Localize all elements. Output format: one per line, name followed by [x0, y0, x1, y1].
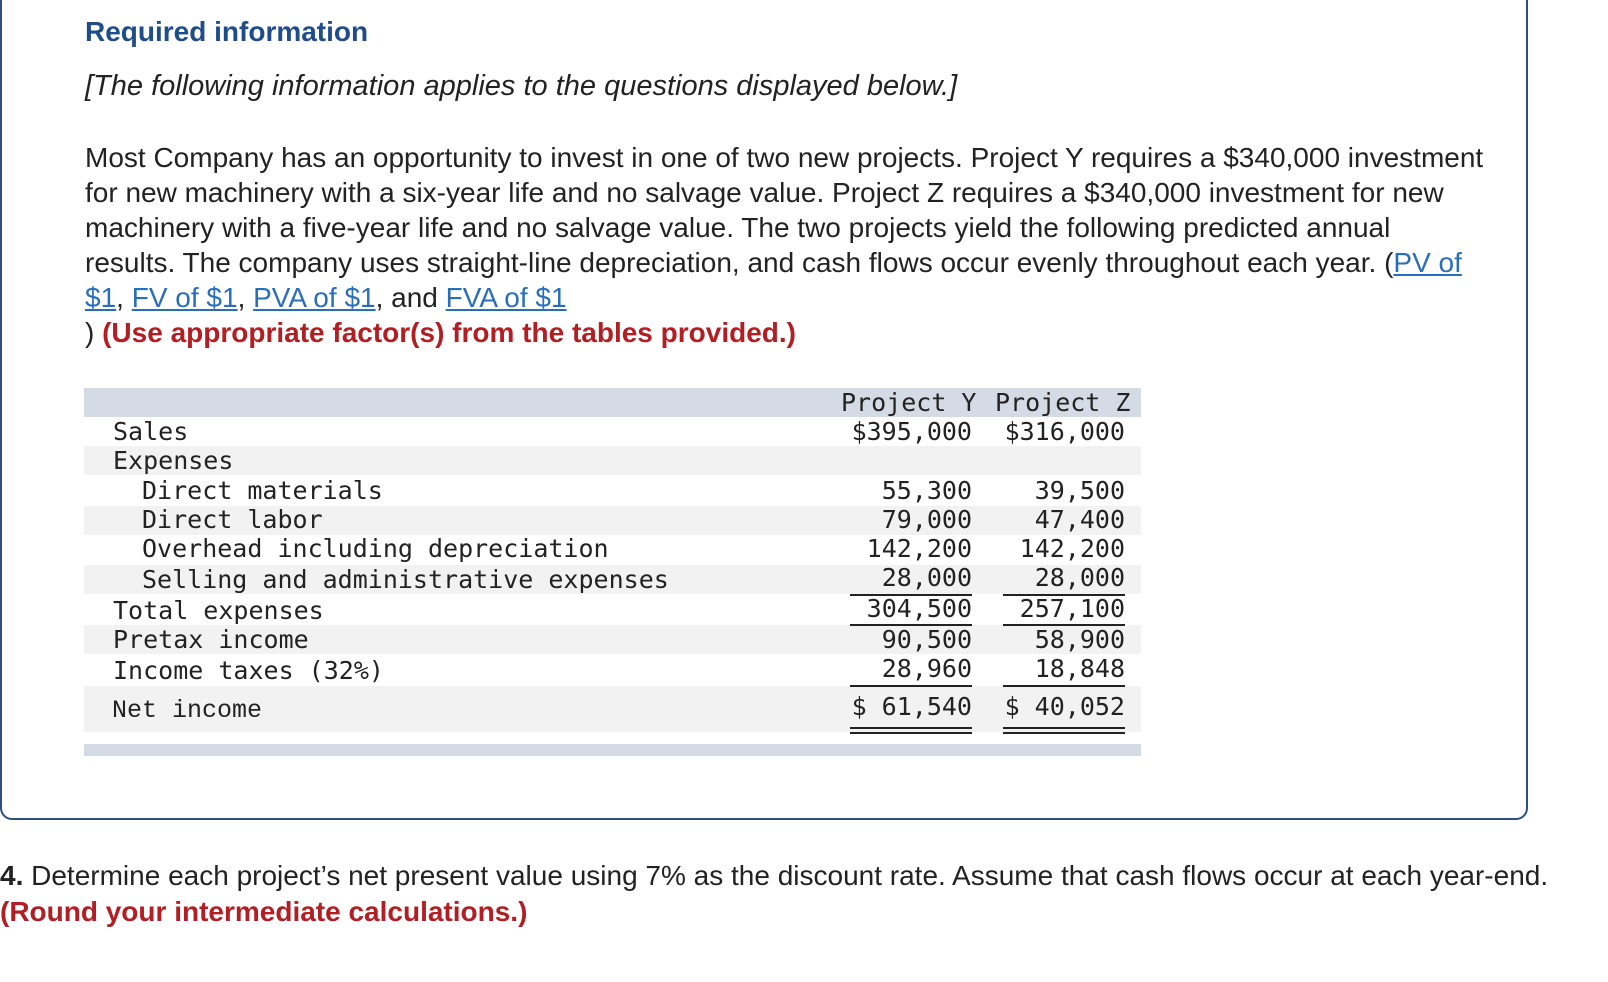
double-underline-z-2 [1003, 732, 1125, 734]
net-income-project-z: $ 40,052 [1004, 692, 1125, 721]
pretax-income-project-z: 58,900 [1034, 625, 1125, 654]
net-underline-y [850, 685, 972, 687]
required-information-title: Required information [85, 16, 369, 47]
row-label-selling-admin: Selling and administrative expenses [142, 565, 669, 594]
footer-band [84, 744, 1141, 756]
double-underline-z-1 [1003, 727, 1125, 729]
overhead-project-z: 142,200 [1019, 534, 1125, 563]
row-label-overhead: Overhead including depreciation [142, 534, 609, 563]
row-label-sales: Sales [113, 417, 189, 446]
question-text: Determine each project’s net present value using 7% as the discount rate. Assume that cash flows occur at each year-end. [23, 860, 1549, 891]
paragraph-text: Most Company has an opportunity to invest in one of two new projects. Project Y requires a $340,000 investment for new machinery with a six-year life and no salvage value. Project Z requires a $340,000 investment for new machinery with a five-year life and no salvage value. The two projects yield the following predicted annual results. The company uses straight-line depreciation, and cash flows occur evenly throughout each year. ( [85, 142, 1484, 278]
row-label-pretax-income: Pretax income [113, 625, 309, 654]
total-expenses-project-z: 257,100 [1019, 594, 1125, 623]
intro-text: [The following information applies to the questions displayed below.] [85, 70, 958, 102]
double-underline-y-2 [850, 732, 972, 734]
direct-materials-project-y: 55,300 [881, 476, 972, 505]
row-label-direct-materials: Direct materials [142, 476, 383, 505]
col-header-project-y: Project Y [841, 388, 977, 417]
fv-of-1-link[interactable]: FV of $1 [131, 282, 238, 313]
net-underline-z [1003, 685, 1125, 687]
header-band [84, 388, 1141, 417]
rounding-instruction: (Round your intermediate calculations.) [0, 896, 528, 927]
income-statement-table [84, 388, 1141, 756]
total-expenses-project-y: 304,500 [866, 594, 972, 623]
question-4 [0, 858, 1608, 930]
row-label-total-expenses: Total expenses [113, 596, 324, 625]
net-income-project-y: $ 61,540 [851, 692, 972, 721]
factor-instruction: (Use appropriate factor(s) from the tables provided.) [102, 317, 796, 348]
problem-paragraph [85, 140, 1485, 350]
pretax-income-project-y: 90,500 [881, 625, 972, 654]
income-taxes-project-z: 18,848 [1034, 654, 1125, 683]
close-paren: ) [85, 317, 95, 348]
row-label-income-taxes: Income taxes (32%) [113, 656, 384, 685]
income-taxes-project-y: 28,960 [881, 654, 972, 683]
direct-labor-project-z: 47,400 [1034, 505, 1125, 534]
direct-labor-project-y: 79,000 [881, 505, 972, 534]
row-label-net-income: Net income [112, 696, 263, 725]
row-label-direct-labor: Direct labor [142, 505, 323, 534]
fva-of-1-link[interactable]: FVA of $1 [445, 282, 567, 313]
separator: , [116, 282, 132, 313]
pva-of-1-link[interactable]: PVA of $1 [253, 282, 376, 313]
selling-admin-project-z: 28,000 [1034, 563, 1125, 592]
separator: , and [375, 282, 446, 313]
row-label-expenses: Expenses [113, 446, 234, 475]
double-underline-y-1 [850, 727, 972, 729]
pv-of-1-link[interactable]: PV of $1 [85, 247, 1462, 313]
separator: , [237, 282, 254, 313]
overhead-project-y: 142,200 [866, 534, 972, 563]
question-number: 4. [0, 860, 24, 891]
sales-project-y: $395,000 [851, 417, 972, 446]
sales-project-z: $316,000 [1004, 417, 1125, 446]
row-band [84, 446, 1141, 475]
col-header-project-z: Project Z [995, 388, 1131, 417]
selling-admin-project-y: 28,000 [881, 563, 972, 592]
direct-materials-project-z: 39,500 [1034, 476, 1125, 505]
